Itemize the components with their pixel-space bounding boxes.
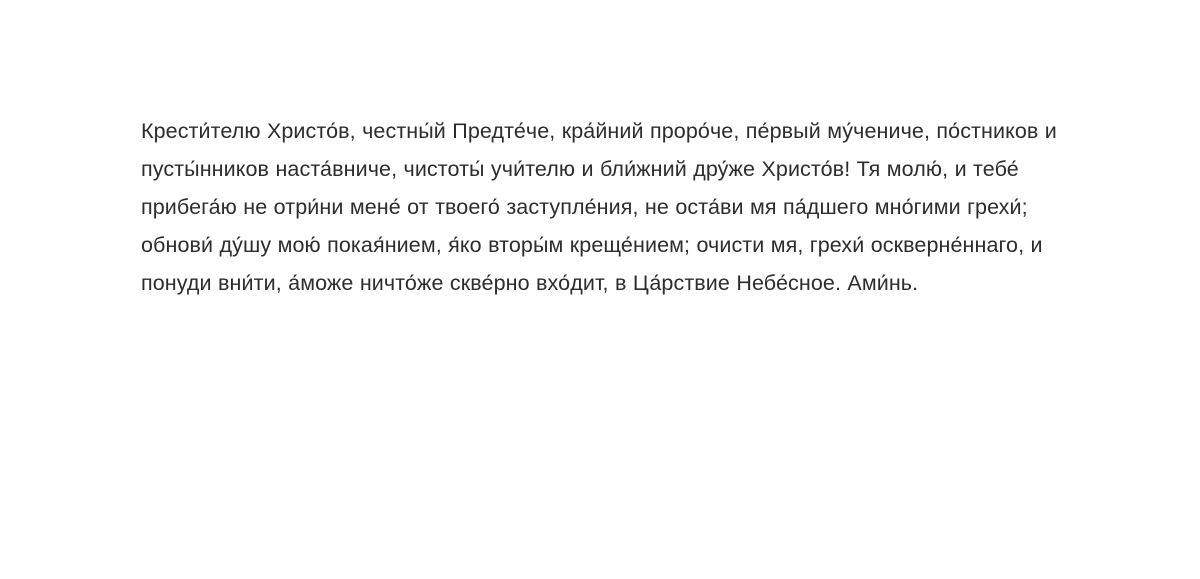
prayer-paragraph: Крести́телю Христо́в, честны́й Предте́че, кра́йний проро́че, пе́рвый му́чениче, по́стников и пусты́нников наста́вниче, чистоты́ учи́телю и бли́жний дру́же Христо́в! Тя молю́, и тебе́ прибега́ю не отри́ни мене́ от твоего́ заступле́ния, не оста́ви мя па́дшего мно́гими грехи́; обнови́ ду́шу мою́ покая́нием, я́ко вторы́м креще́нием; очисти мя, грехи́ оскверне́ннаго, и понуди вни́ти, а́може ничто́же скве́рно вхо́дит, в Ца́рствие Небе́сное. Ами́нь.	[141, 119, 1064, 295]
prayer-text-block	[141, 112, 1076, 302]
